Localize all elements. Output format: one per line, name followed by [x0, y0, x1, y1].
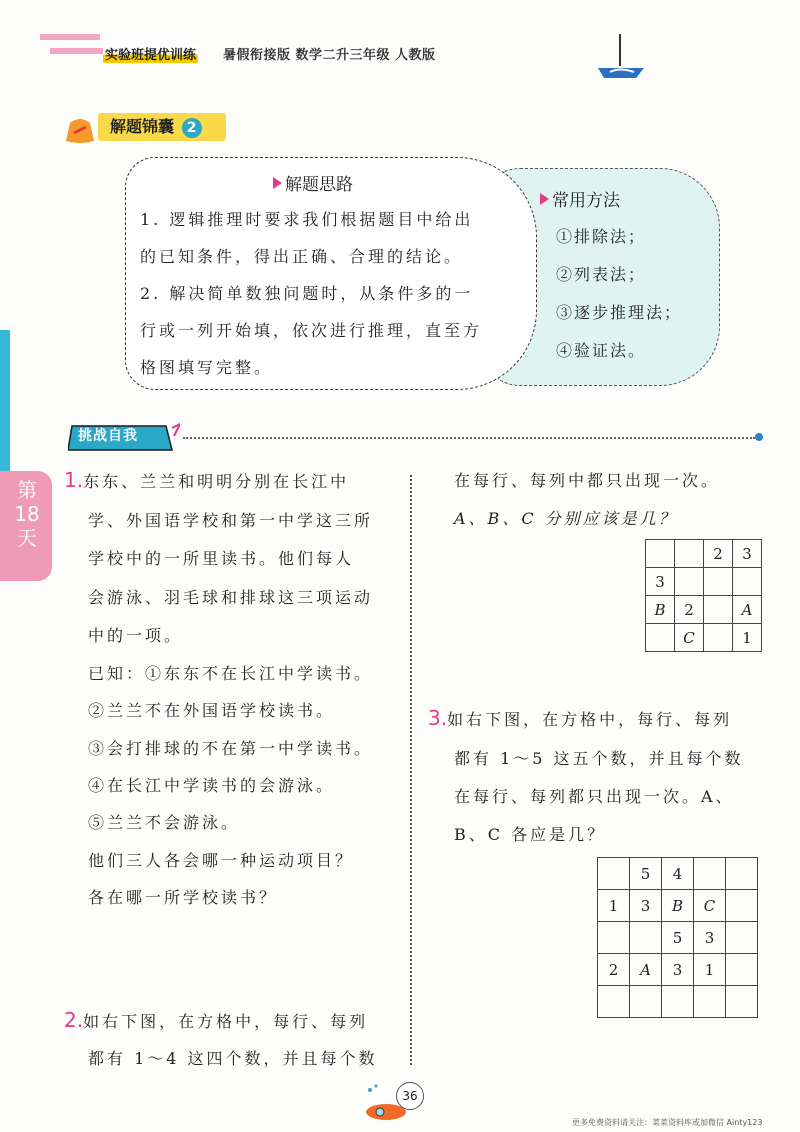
dotted-divider: [183, 437, 755, 439]
section-title: [98, 113, 226, 141]
q3-cell: [598, 922, 630, 954]
q3-cell: [598, 986, 630, 1018]
q2-cell: 1: [733, 624, 762, 652]
q3-cell: [630, 986, 662, 1018]
q2-cell: C: [675, 624, 704, 652]
q3-cell: 3: [662, 954, 694, 986]
money-bag-icon: [62, 113, 98, 145]
q3-cell: 5: [630, 858, 662, 890]
q3-cell: [726, 986, 758, 1018]
q1-line-12: 各在哪一所学校读书？: [88, 888, 279, 907]
q3-cell: [726, 858, 758, 890]
q1-number: 1.: [64, 468, 84, 492]
triangle-icon: [540, 193, 549, 205]
q1-line-1: 1.东东、兰兰和明明分别在长江中: [64, 468, 350, 492]
tips-line-2: 的已知条件，得出正确、合理的结论。: [140, 247, 464, 266]
q2-cell: [675, 540, 704, 568]
method-item-3: ③逐步推理法；: [556, 303, 683, 322]
tips-line-5: 格图填写完整。: [140, 358, 274, 377]
divider-dot: [755, 433, 763, 441]
q3-cell: B: [662, 890, 694, 922]
q2-cell: [733, 568, 762, 596]
book-edition: 暑假衔接版 数学二升三年级 人教版: [223, 48, 436, 63]
tips-line-1: 1. 逻辑推理时要求我们根据题目中给出: [140, 210, 474, 229]
q3-number: 3.: [428, 706, 448, 730]
day-tab-text: 第18天: [14, 478, 40, 550]
q3-cell: A: [630, 954, 662, 986]
q2-cont-line-2: A、B、C 分别应该是几？: [454, 509, 678, 528]
triangle-icon: [273, 177, 282, 189]
q3-cell: [694, 986, 726, 1018]
q2-number: 2.: [64, 1008, 84, 1032]
tips-line-4: 行或一列开始填，依次进行推理，直至方: [140, 321, 483, 340]
q3-cell: 5: [662, 922, 694, 954]
q2-cell: [704, 624, 733, 652]
method-item-4: ④验证法。: [556, 341, 647, 360]
method-item-2: ②列表法；: [556, 265, 647, 284]
q3-cell: 3: [694, 922, 726, 954]
q1-line-11: 他们三人各会哪一种运动项目？: [88, 851, 355, 870]
q3-cell: [726, 922, 758, 954]
q2-cell: A: [733, 596, 762, 624]
q2-cell: [704, 568, 733, 596]
q3-cell: [662, 986, 694, 1018]
q3-line-3: 在每行、每列都只出现一次。A、: [454, 787, 735, 806]
q1-line-5: 中的一项。: [88, 626, 184, 645]
challenge-title: 挑战自我: [78, 428, 138, 444]
sailboat-icon: [590, 32, 650, 82]
q2-cell: [675, 568, 704, 596]
footer-note: 更多免费资料请关注：菜菜资料库或加微信 Ainty123: [572, 1118, 763, 1127]
q3-line-1: 3.如右下图，在方格中，每行、每列: [428, 706, 733, 730]
page-number: 36: [396, 1082, 424, 1110]
q2-cell: [704, 596, 733, 624]
q3-cell: 2: [598, 954, 630, 986]
q3-cell: [630, 922, 662, 954]
q3-cell: [694, 858, 726, 890]
q2-cell: [646, 540, 675, 568]
q1-line-2: 学、外国语学校和第一中学这三所: [88, 511, 374, 530]
q1-line-8: ③会打排球的不在第一中学读书。: [88, 739, 374, 758]
q2-cont-line-1: 在每行、每列中都只出现一次。: [454, 471, 721, 490]
q3-cell: [726, 890, 758, 922]
q3-cell: C: [694, 890, 726, 922]
q3-cell: [726, 954, 758, 986]
q2-cell: 3: [733, 540, 762, 568]
q3-cell: 1: [694, 954, 726, 986]
q2-cell: [646, 624, 675, 652]
column-divider: [410, 475, 412, 1065]
q3-cell: 3: [630, 890, 662, 922]
tips-line-3: 2. 解决简单数独问题时，从条件多的一: [140, 284, 474, 303]
q2-grid: [645, 539, 762, 652]
q3-line-4: B、C 各应是几？: [454, 825, 607, 844]
q3-grid: [597, 857, 758, 1018]
q1-line-3: 学校中的一所里读书。他们每人: [88, 549, 355, 568]
q1-line-10: ⑤兰兰不会游泳。: [88, 813, 241, 832]
header-decoration: [40, 30, 110, 60]
q3-cell: [598, 858, 630, 890]
methods-heading: 常用方法: [540, 186, 620, 211]
q2-cell: B: [646, 596, 675, 624]
left-color-strip: [0, 330, 10, 480]
q2-line-1: 2.如右下图，在方格中，每行、每列: [64, 1008, 369, 1032]
q1-line-9: ④在长江中学读书的会游泳。: [88, 776, 336, 795]
q3-cell: 1: [598, 890, 630, 922]
series-brand: 实验班提优训练: [103, 44, 198, 63]
section-number-badge: 2: [182, 118, 202, 138]
q2-cell: 2: [704, 540, 733, 568]
q3-cell: 4: [662, 858, 694, 890]
q2-line-2: 都有 1～4 这四个数，并且每个数: [88, 1049, 378, 1068]
tips-heading: 解题思路: [273, 170, 353, 195]
q2-cell: 2: [675, 596, 704, 624]
q2-cell: 3: [646, 568, 675, 596]
method-item-1: ①排除法；: [556, 227, 647, 246]
q1-line-4: 会游泳、羽毛球和排球这三项运动: [88, 588, 374, 607]
section-title-text: 解题锦囊: [110, 117, 175, 136]
q3-line-2: 都有 1～5 这五个数，并且每个数: [454, 749, 744, 768]
q1-line-6: 已知：①东东不在长江中学读书。: [88, 664, 374, 683]
q1-line-7: ②兰兰不在外国语学校读书。: [88, 701, 336, 720]
